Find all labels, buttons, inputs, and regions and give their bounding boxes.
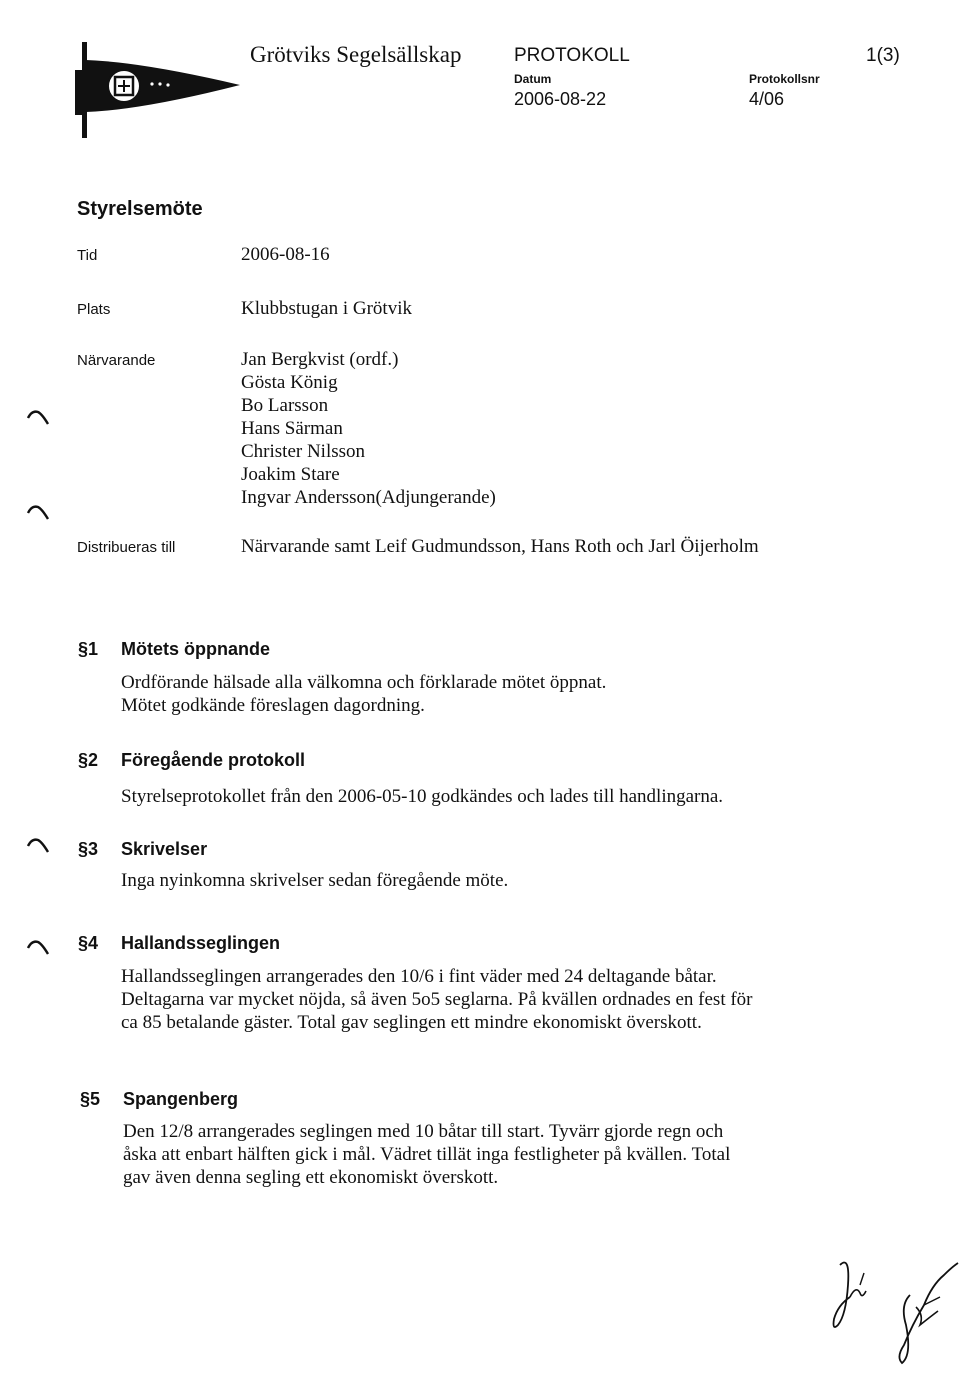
body-line: Hallandsseglingen arrangerades den 10/6 i fint väder med 24 deltagande båtar. bbox=[121, 966, 717, 987]
body-line: ca 85 betalande gäster. Total gav seglingen ett mindre ekonomiskt överskott. bbox=[121, 1012, 702, 1033]
distribution-list: Närvarande samt Leif Gudmundsson, Hans Roth och Jarl Öijerholm bbox=[241, 536, 759, 557]
present-label: Närvarande bbox=[77, 352, 156, 369]
body-line: åska att enbart hälften gick i mål. Vädret tillät inga festligheter på kvällen. Total bbox=[123, 1144, 731, 1165]
margin-check-mark bbox=[26, 503, 50, 523]
meeting-time: 2006-08-16 bbox=[241, 244, 330, 265]
body-line: Den 12/8 arrangerades seglingen med 10 båtar till start. Tyvärr gjorde regn och bbox=[123, 1121, 724, 1142]
protocol-number-label: Protokollsnr bbox=[749, 72, 820, 86]
section-number: §3 bbox=[78, 839, 99, 859]
attendee: Jan Bergkvist (ordf.) bbox=[241, 349, 399, 370]
section-body bbox=[121, 785, 723, 808]
attendee-list bbox=[241, 348, 496, 509]
section-body bbox=[121, 869, 508, 892]
section-body bbox=[121, 965, 753, 1034]
section-body bbox=[121, 671, 606, 717]
section-title: Hallandsseglingen bbox=[121, 933, 281, 953]
body-line: gav även denna segling ett ekonomiskt överskott. bbox=[123, 1167, 499, 1188]
time-label: Tid bbox=[77, 247, 98, 264]
body-line: Ordförande hälsade alla välkomna och förklarade mötet öppnat. bbox=[121, 672, 607, 693]
section-title: Spangenberg bbox=[123, 1089, 239, 1109]
margin-check-mark bbox=[26, 836, 50, 856]
date-label: Datum bbox=[514, 72, 552, 86]
body-line: Deltagarna var mycket nöjda, så även 5o5 seglarna. På kvällen ordnades en fest för bbox=[121, 989, 753, 1010]
club-pennant-logo bbox=[72, 40, 242, 140]
attendee: Bo Larsson bbox=[241, 395, 329, 416]
attendee: Joakim Stare bbox=[241, 464, 340, 485]
document-type: PROTOKOLL bbox=[514, 45, 630, 66]
body-line: Mötet godkände föreslagen dagordning. bbox=[121, 695, 425, 716]
meeting-place: Klubbstugan i Grötvik bbox=[241, 298, 412, 319]
section-body bbox=[123, 1120, 730, 1189]
margin-check-mark bbox=[26, 408, 50, 428]
document-date: 2006-08-22 bbox=[514, 89, 607, 109]
distribution-label: Distribueras till bbox=[77, 539, 176, 556]
place-label: Plats bbox=[77, 301, 111, 318]
attendee: Hans Särman bbox=[241, 418, 343, 439]
section-number: §1 bbox=[78, 639, 99, 659]
page-number: 1(3) bbox=[866, 45, 900, 66]
section-number: §2 bbox=[78, 750, 99, 770]
handwritten-initials-signature bbox=[820, 1245, 960, 1365]
section-number: §4 bbox=[78, 933, 99, 953]
section-title: Föregående protokoll bbox=[121, 750, 306, 770]
section-title: Mötets öppnande bbox=[121, 639, 270, 659]
margin-check-mark bbox=[26, 938, 50, 958]
section-number: §5 bbox=[80, 1089, 101, 1109]
meeting-title: Styrelsemöte bbox=[77, 198, 203, 220]
section-title: Skrivelser bbox=[121, 839, 208, 859]
attendee: Gösta König bbox=[241, 372, 338, 393]
body-line: Inga nyinkomna skrivelser sedan föregående möte. bbox=[121, 870, 509, 891]
protocol-number: 4/06 bbox=[749, 89, 785, 109]
body-line: Styrelseprotokollet från den 2006-05-10 godkändes och lades till handlingarna. bbox=[121, 786, 724, 807]
attendee: Christer Nilsson bbox=[241, 441, 366, 462]
club-name: Grötviks Segelsällskap bbox=[250, 42, 462, 67]
attendee: Ingvar Andersson(Adjungerande) bbox=[241, 487, 496, 508]
